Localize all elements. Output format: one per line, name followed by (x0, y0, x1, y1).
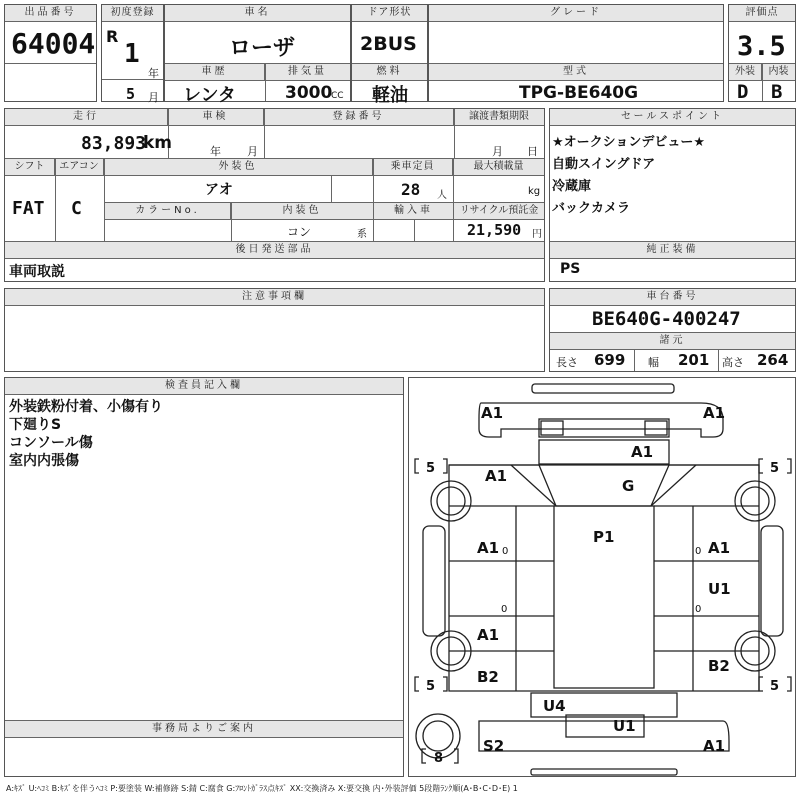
width-label: 幅 (648, 356, 659, 369)
car-name: ローザ (229, 36, 296, 61)
mileage: 83,893 (81, 133, 147, 154)
damage-mark: A1 (708, 539, 731, 557)
interior-color-unit: 系 (357, 229, 367, 240)
damage-diagram-box (408, 377, 796, 777)
history-label: 車歴 (165, 64, 265, 81)
door-label: ドア形状 (352, 5, 427, 22)
transfer-label: 譲渡書類期限 (454, 109, 544, 126)
damage-mark: A1 (477, 626, 500, 644)
interior-grade: B (771, 81, 783, 103)
reg-year: 1 (124, 39, 140, 69)
damage-mark: A1 (703, 737, 726, 755)
inspection-label: 車検 (168, 109, 264, 126)
caution-label: 注意事項欄 (5, 289, 544, 306)
inspector-box (4, 377, 404, 777)
equipment: PS (560, 261, 581, 277)
history: レンタ (183, 85, 236, 106)
score: 3.5 (737, 31, 786, 62)
recycle-unit: 円 (532, 229, 542, 240)
damage-mark: U1 (613, 717, 636, 735)
tire-tread: 5 (426, 461, 436, 476)
caution-box (4, 288, 545, 372)
later-parts: 車両取説 (9, 264, 65, 280)
sales-point: 自動スイングドア (552, 157, 656, 172)
inspector-line: 室内内張傷 (9, 453, 79, 469)
damage-mark: B2 (708, 657, 730, 675)
later-parts-label: 後日発送部品 (5, 242, 544, 259)
inspection-year-unit: 年 (210, 145, 221, 158)
zero-mark: 0 (501, 604, 508, 615)
displacement-unit: CC (331, 91, 344, 101)
score-box (728, 4, 796, 102)
inspector-label: 検査員記入欄 (5, 378, 403, 395)
bus-diagram (409, 378, 795, 776)
chassis-box (549, 288, 796, 372)
inspector-line: 下廻りS (9, 417, 62, 433)
width: 201 (678, 351, 710, 369)
registration-box (101, 4, 164, 102)
zero-mark: 0 (695, 604, 702, 615)
registration-label: 初度登録 (102, 5, 163, 22)
damage-mark: A1 (477, 539, 500, 557)
exterior-grade: D (737, 81, 749, 103)
transfer-month: 月 (492, 145, 503, 158)
height: 264 (757, 351, 789, 369)
door-box (351, 4, 428, 106)
recycle: 21,590 (467, 221, 522, 239)
capacity-label: 乗車定員 (373, 159, 453, 176)
damage-mark: A1 (703, 404, 726, 422)
damage-mark: A1 (631, 443, 654, 461)
model: TPG-BE640G (519, 83, 639, 103)
damage-mark: U4 (543, 697, 566, 715)
displacement: 3000 (285, 83, 333, 103)
grade-label: グレード (429, 5, 723, 22)
colorno-label: カラーNo. (105, 203, 231, 220)
zero-mark: 0 (695, 546, 702, 557)
recycle-label: リサイクル預託金 (454, 203, 544, 220)
inspection-month-unit: 月 (247, 145, 258, 158)
sales-point: 冷蔵庫 (552, 179, 592, 194)
lot-label: 出品番号 (5, 5, 96, 22)
name-label: 車名 (165, 5, 350, 22)
shift-label: シフト (5, 159, 55, 176)
inspector-line: コンソール傷 (9, 435, 93, 451)
regno-label: 登録番号 (264, 109, 454, 126)
mileage-unit: km (143, 133, 173, 153)
damage-mark: G (622, 477, 635, 495)
fuel: 軽油 (372, 85, 408, 106)
damage-mark: S2 (483, 737, 505, 755)
sales-label: セールスポイント (550, 109, 795, 126)
damage-mark: A1 (481, 404, 504, 422)
ext-color: アオ (205, 182, 233, 198)
reg-month: 5 (126, 85, 136, 103)
damage-mark: B2 (477, 668, 499, 686)
fuel-label: 燃料 (352, 64, 427, 81)
length: 699 (594, 351, 626, 369)
interior-label: 内装 (762, 64, 795, 81)
name-box (164, 4, 351, 106)
grade-box (428, 4, 724, 102)
tire-tread: 5 (770, 461, 780, 476)
ac: C (71, 198, 82, 219)
score-label: 評価点 (729, 5, 795, 22)
capacity-unit: 人 (437, 190, 447, 201)
load-label: 最大積載量 (453, 159, 544, 176)
mileage-label: 走行 (5, 109, 168, 126)
year-unit: 年 (148, 67, 159, 80)
spare-tire-tread: 8 (434, 751, 444, 766)
length-label: 長さ (556, 356, 578, 369)
sales-point: バックカメラ (552, 201, 631, 216)
shift: FAT (12, 198, 45, 219)
tire-tread: 5 (770, 679, 780, 694)
damage-mark: P1 (593, 528, 615, 546)
height-label: 高さ (722, 356, 744, 369)
tire-tread: 5 (426, 679, 436, 694)
info-box (4, 108, 545, 282)
damage-mark: U1 (708, 580, 731, 598)
capacity: 28 (401, 180, 421, 199)
equipment-label: 純正装備 (550, 242, 795, 259)
import-label: 輸入車 (374, 203, 453, 220)
displacement-label: 排気量 (265, 64, 350, 81)
dimensions-label: 諸元 (550, 333, 795, 350)
intcolor-label: 内装色 (231, 203, 373, 220)
ac-label: エアコン (55, 159, 104, 176)
transfer-day: 日 (527, 145, 538, 158)
lot-number: 64004 (11, 27, 96, 60)
inspector-line: 外装鉄粉付着、小傷有り (9, 399, 163, 415)
chassis-label: 車台番号 (550, 289, 795, 306)
chassis-number: BE640G-400247 (592, 308, 741, 330)
load-unit: kg (528, 186, 541, 197)
sales-point: ★オークションデビュー★ (552, 135, 706, 150)
color-label: 外装色 (104, 159, 373, 176)
lot-box (4, 4, 97, 102)
era: R (106, 27, 119, 46)
zero-mark: 0 (502, 546, 509, 557)
legend: A:ｷｽﾞ U:ﾍｺﾐ B:ｷｽﾞを伴うﾍｺﾐ P:要塗装 W:補修跡 S:錆 C:腐食 G:ﾌﾛﾝﾄｶﾞﾗｽ点ｷｽﾞ XX:交換済み X:要交換 内･外装評価 5段階ﾗﾝｸ順(A･B･C･D･E) 1 (6, 784, 518, 793)
damage-mark: A1 (485, 467, 508, 485)
exterior-label: 外装 (729, 64, 762, 81)
model-label: 型式 (429, 64, 723, 81)
office-label: 事務局よりご案内 (5, 721, 403, 738)
interior-color: コン (287, 225, 312, 239)
sales-box (549, 108, 796, 282)
door-type: 2BUS (360, 33, 417, 55)
month-unit: 月 (148, 91, 159, 104)
